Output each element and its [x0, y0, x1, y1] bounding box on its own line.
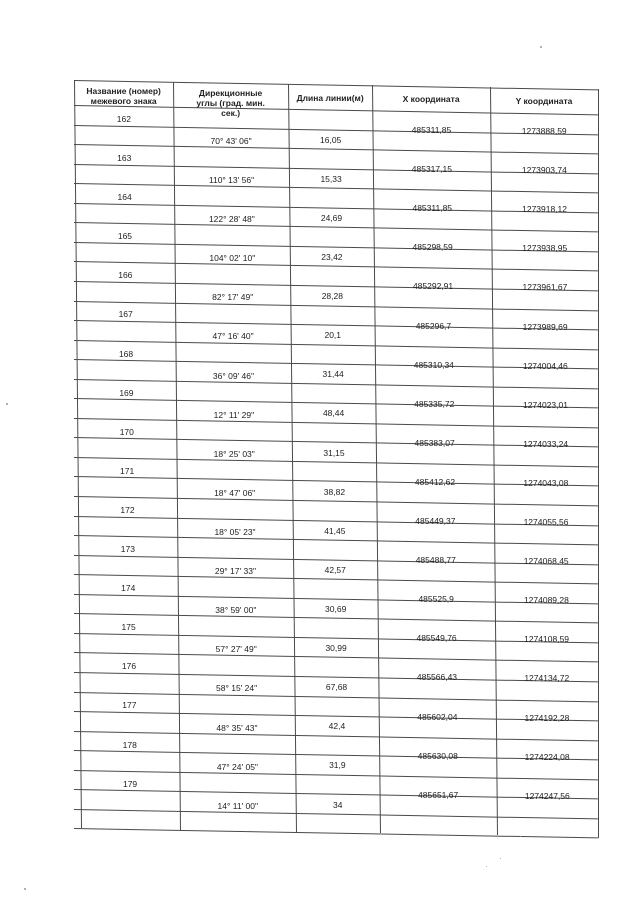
line-length: 67,68 — [325, 682, 348, 693]
direction-angle: 14° 11' 00" — [217, 800, 259, 811]
header-y-coordinate: Y координата — [515, 96, 573, 107]
direction-angle: 47° 24' 05" — [216, 761, 258, 772]
row-line — [74, 301, 598, 311]
scan-speck — [540, 46, 542, 48]
y-coordinate: 1273903,74 — [521, 165, 567, 176]
point-name: 179 — [122, 778, 138, 789]
point-name: 167 — [118, 309, 133, 320]
point-name: 177 — [122, 700, 137, 711]
x-coordinate: 485549,76 — [416, 633, 457, 644]
scan-speck — [6, 403, 8, 405]
y-coordinate: 1274108,59 — [524, 634, 570, 645]
column-line — [490, 87, 498, 835]
line-length: 24,69 — [320, 212, 343, 223]
y-coordinate: 1273888,59 — [521, 126, 567, 136]
direction-angle: 18° 47' 06" — [214, 487, 256, 498]
row-line — [74, 379, 598, 389]
direction-angle: 18° 25' 03" — [213, 448, 255, 459]
x-coordinate: 485317,15 — [411, 164, 452, 175]
point-name: 166 — [118, 270, 133, 281]
y-coordinate: 1274224,08 — [524, 751, 570, 762]
line-length: 31,15 — [323, 447, 345, 458]
direction-angle: 82° 17' 49" — [212, 292, 254, 303]
x-coordinate: 485449,37 — [415, 516, 456, 527]
y-coordinate: 1273918,12 — [522, 204, 568, 215]
y-coordinate: 1274023,01 — [523, 399, 568, 410]
y-coordinate: 1274004,46 — [522, 360, 568, 371]
line-length: 41,45 — [324, 525, 346, 536]
line-length: 23,42 — [321, 252, 343, 263]
x-coordinate: 485311,85 — [411, 124, 452, 135]
point-name: 162 — [116, 113, 131, 124]
x-coordinate: 485296,7 — [415, 320, 452, 331]
direction-angle: 38° 59' 00" — [215, 605, 257, 616]
row-line — [74, 222, 598, 232]
row-line — [74, 457, 598, 467]
y-coordinate: 1273938,95 — [522, 243, 568, 254]
y-coordinate: 1274043,08 — [523, 477, 569, 488]
point-name: 176 — [121, 661, 137, 672]
row-line — [74, 809, 598, 819]
row-line — [74, 183, 598, 193]
line-length: 42,4 — [328, 721, 346, 732]
column-line — [288, 84, 297, 832]
row-line — [74, 144, 598, 154]
line-length: 30,69 — [325, 604, 347, 614]
header-x-coordinate: X координата — [402, 94, 460, 105]
direction-angle: 104° 02' 10" — [209, 253, 256, 264]
x-coordinate: 485310,34 — [413, 359, 454, 370]
direction-angle: 18° 05' 23" — [214, 526, 256, 537]
column-line — [173, 82, 181, 830]
y-coordinate: 1274192,28 — [524, 712, 570, 723]
header-line-length: Длина линии(м) — [296, 92, 364, 103]
x-coordinate: 485412,62 — [414, 476, 456, 487]
scan-speck — [520, 836, 521, 837]
row-line — [74, 418, 598, 428]
point-name: 174 — [121, 583, 136, 594]
x-coordinate: 485383,07 — [414, 437, 455, 448]
line-length: 34 — [333, 799, 343, 810]
point-name: 165 — [117, 231, 133, 242]
header-direction-angle: Дирекционные углы (град. мин. сек.) — [196, 87, 265, 118]
y-coordinate: 1273989,69 — [522, 321, 568, 332]
table-border-side — [598, 89, 599, 837]
line-length: 16,05 — [320, 134, 342, 145]
direction-angle: 57° 27' 49" — [215, 644, 257, 655]
header-name: Название (номер) межевого знака — [86, 85, 161, 106]
header-bottom-line — [74, 105, 598, 115]
point-name: 163 — [117, 153, 132, 163]
line-length: 48,44 — [322, 408, 345, 419]
point-name: 164 — [117, 192, 132, 203]
point-name: 170 — [119, 426, 134, 437]
direction-angle: 122° 28' 48" — [208, 214, 255, 225]
x-coordinate: 485525,9 — [418, 594, 454, 605]
x-coordinate: 485292,91 — [412, 281, 454, 292]
line-length: 20,1 — [324, 330, 342, 341]
x-coordinate: 485311,85 — [412, 203, 453, 214]
line-length: 38,82 — [323, 486, 346, 497]
point-name: 168 — [118, 348, 134, 359]
direction-angle: 47° 16' 40" — [212, 331, 254, 342]
point-name: 178 — [122, 739, 137, 750]
row-line — [74, 261, 598, 271]
direction-angle: 12° 11' 29" — [213, 409, 255, 420]
scan-speck — [486, 866, 487, 867]
line-length: 42,57 — [324, 564, 346, 575]
x-coordinate: 485602,04 — [417, 711, 458, 722]
line-length: 31,9 — [329, 760, 346, 771]
line-length: 30,99 — [325, 643, 347, 654]
table-border-side — [74, 80, 82, 828]
point-name: 175 — [121, 622, 136, 633]
line-length: 28,28 — [321, 291, 343, 302]
direction-angle: 110° 13' 56" — [208, 175, 255, 186]
line-length: 31,44 — [322, 369, 344, 380]
point-name: 172 — [120, 504, 135, 515]
row-line — [74, 340, 598, 350]
x-coordinate: 485488,77 — [415, 555, 456, 566]
y-coordinate: 1274134,72 — [524, 673, 570, 684]
y-coordinate: 1273961,67 — [522, 282, 568, 293]
y-coordinate: 1274055,56 — [523, 517, 569, 528]
y-coordinate: 1274033,24 — [523, 438, 569, 449]
x-coordinate: 485298,59 — [412, 242, 453, 253]
point-name: 173 — [120, 544, 135, 555]
direction-angle: 29° 17' 33" — [214, 566, 256, 577]
point-name: 169 — [119, 387, 134, 398]
x-coordinate: 485651,67 — [418, 789, 459, 800]
direction-angle: 48° 35' 43" — [216, 722, 258, 733]
direction-angle: 58° 15' 24" — [216, 683, 258, 694]
direction-angle: 36° 09' 46" — [212, 370, 255, 381]
y-coordinate: 1274247,56 — [524, 790, 570, 801]
row-line — [74, 496, 598, 506]
point-name: 171 — [120, 465, 135, 476]
y-coordinate: 1274089,28 — [523, 595, 569, 606]
direction-angle: 70° 43' 06" — [210, 135, 252, 146]
column-line — [372, 85, 381, 833]
x-coordinate: 485630,08 — [417, 750, 458, 761]
scan-speck — [500, 858, 501, 859]
row-line — [74, 828, 598, 838]
x-coordinate: 485566,43 — [416, 672, 458, 683]
scan-speck — [24, 888, 26, 890]
x-coordinate: 485335,72 — [414, 398, 455, 409]
y-coordinate: 1274068,45 — [523, 556, 569, 567]
line-length: 15,33 — [320, 173, 342, 184]
